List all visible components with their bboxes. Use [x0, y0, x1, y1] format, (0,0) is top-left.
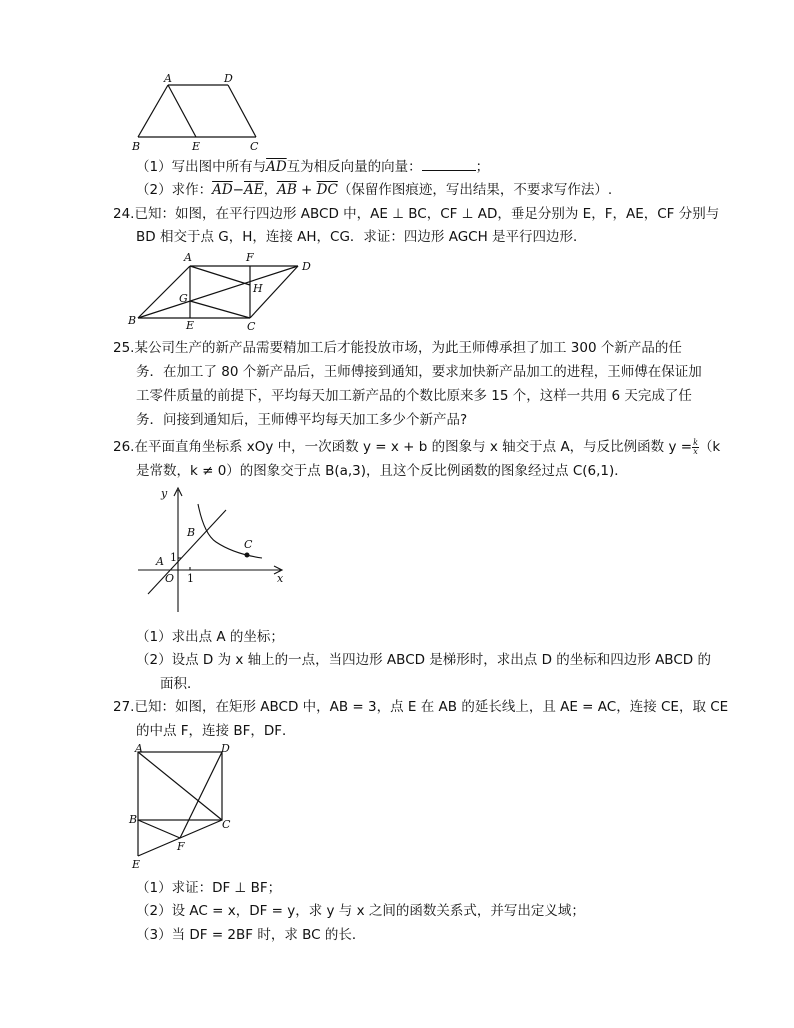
axis-y-label: y	[161, 487, 168, 500]
label-B: B	[132, 140, 141, 153]
tick-1-y: 1	[170, 551, 177, 564]
label-C: C	[247, 320, 256, 332]
label-O: O	[165, 572, 175, 585]
label-F: F	[177, 840, 185, 853]
label-B: B	[187, 526, 196, 539]
label-C: C	[222, 818, 231, 831]
q24-line2: BD 相交于点 G，H，连接 AH，CG．求证：四边形 AGCH 是平行四边形．	[136, 229, 587, 245]
figure-q23	[128, 72, 278, 157]
label-A: A	[164, 72, 172, 85]
figure-q24	[126, 250, 326, 332]
label-E: E	[186, 319, 195, 332]
label-G: G	[179, 292, 188, 305]
q24-line1: 24.已知：如图，在平行四边形 ABCD 中，AE ⊥ BC，CF ⊥ AD，垂足分别为 E，F，AE，CF 分别与	[113, 206, 720, 222]
label-C: C	[250, 140, 259, 153]
axis-x-label: x	[277, 572, 284, 585]
label-D: D	[224, 72, 233, 85]
q26-part2a: （2）设点 D 为 x 轴上的一点，当四边形 ABCD 是梯形时，求出点 D 的坐标和四边形 ABCD 的	[136, 652, 711, 668]
fraction-k-over-x: $\frac{k}{x}$	[693, 437, 698, 456]
label-F: F	[246, 251, 254, 264]
label-H: H	[253, 282, 263, 295]
label-E: E	[192, 140, 201, 153]
answer-blank	[422, 158, 476, 171]
label-A: A	[156, 555, 164, 568]
q27-part2: （2）设 AC = x，DF = y，求 y 与 x 之间的函数关系式，并写出定义域；	[136, 903, 585, 919]
q26-line1: 26.在平面直角坐标系 xOy 中，一次函数 y = x + b 的图象与 x 轴交于点 A，与反比例函数 y = $\frac{k}{x}$ （k	[113, 437, 721, 456]
q25-line4: 务．问接到通知后，王师傅平均每天加工多少个新产品?	[136, 412, 468, 428]
q27-line1: 27.已知：如图，在矩形 ABCD 中，AB = 3，点 E 在 AB 的延长线上，且 AE = AC，连接 CE，取 CE	[113, 699, 729, 715]
label-E: E	[132, 858, 141, 871]
q23-part1: （1）写出图中所有与$\overline{AD}$互为相反向量的向量： ；	[136, 159, 490, 175]
label-D: D	[302, 260, 311, 273]
label-B: B	[129, 813, 138, 826]
q26-part2b: 面积．	[160, 676, 201, 692]
q25-line2: 务．在加工了 80 个新产品后，王师傅接到通知，要求加快新产品加工的进程，王师傅在保证加	[136, 364, 702, 380]
q27-line2: 的中点 F，连接 BF，DF．	[136, 723, 296, 739]
figure-q27	[126, 744, 241, 872]
q25-line1: 25.某公司生产的新产品需要精加工后才能投放市场，为此王师傅承担了加工 300 个新产品的任	[113, 340, 682, 356]
figure-q26-graph	[134, 484, 294, 619]
q26-line2: 是常数，k ≠ 0）的图象交于点 B(a,3)，且这个反比例函数的图象经过点 C(6,1)．	[136, 463, 628, 479]
tick-1-x: 1	[187, 572, 194, 585]
q26-part1: （1）求出点 A 的坐标；	[136, 629, 284, 645]
q27-part1: （1）求证：DF ⊥ BF；	[136, 880, 282, 896]
q23-part2: （2）求作：$\overline{AD}-\overline{AE}$，$\overline{AB} + \overline{DC}$（保留作图痕迹，写出结果，不要求写作法）.	[136, 182, 613, 198]
label-D: D	[221, 744, 230, 755]
label-A: A	[184, 251, 192, 264]
q27-part3: （3）当 DF = 2BF 时，求 BC 的长．	[136, 927, 366, 943]
label-B: B	[128, 314, 137, 327]
label-A: A	[135, 744, 143, 755]
q25-line3: 工零件质量的前提下，平均每天加工新产品的个数比原来多 15 个，这样一共用 6 天完成了任	[136, 388, 692, 404]
label-C: C	[244, 538, 253, 551]
